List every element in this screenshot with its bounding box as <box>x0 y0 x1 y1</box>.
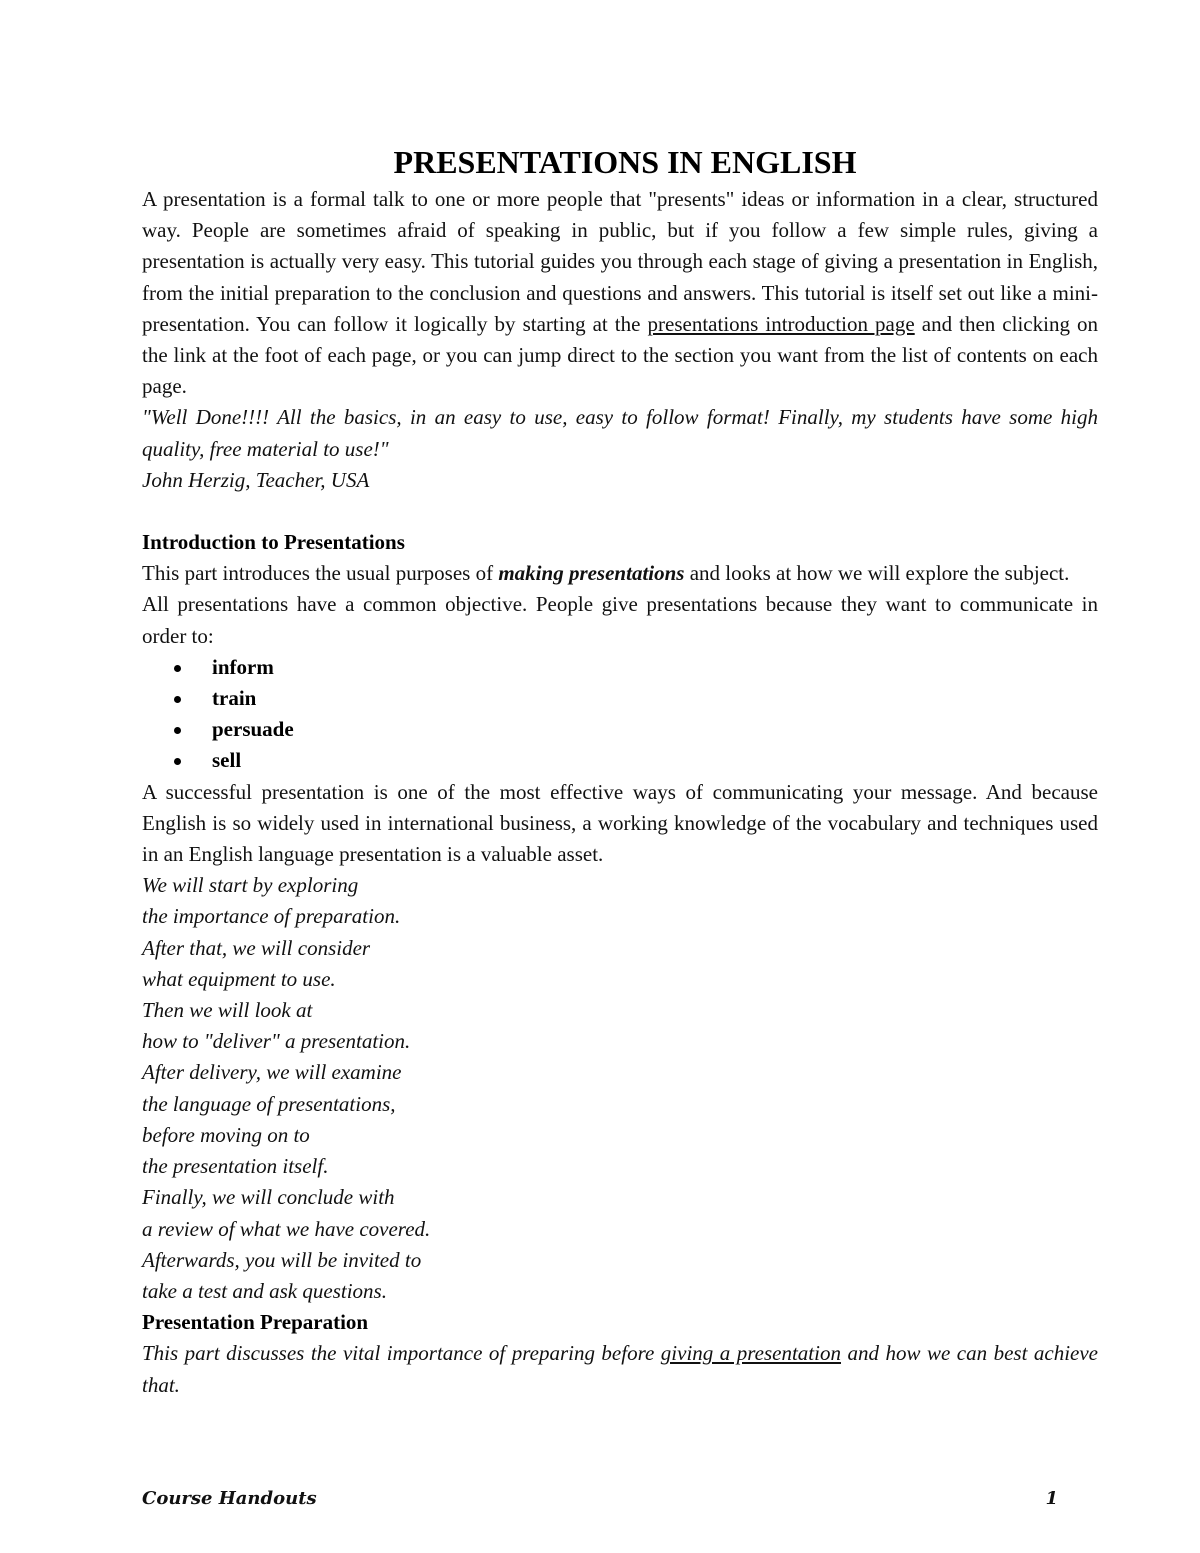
agenda-line: After that, we will consider <box>142 935 371 960</box>
agenda-line: a review of what we have covered. <box>142 1216 431 1241</box>
list-item: inform <box>212 652 1098 683</box>
section-heading-preparation: Presentation Preparation <box>142 1310 369 1335</box>
page-footer <box>142 1483 1058 1514</box>
para1-end: and looks at how we will explore the subject. <box>684 561 1070 586</box>
intro-text-end: and then clicking on the link at the foot of each page, or you can jump direct to the section you want from the list of contents on each page. <box>142 311 1098 399</box>
giving-a-presentation-link[interactable]: giving a presentation <box>660 1341 841 1366</box>
agenda-line: before moving on to <box>142 1122 310 1147</box>
objective-paragraph: All presentations have a common objective. People give presentations because they want to communicate in order to: <box>142 592 1098 648</box>
agenda-line: We will start by exploring <box>142 873 359 898</box>
agenda-line: Afterwards, you will be invited to <box>142 1247 422 1272</box>
page-title: PRESENTATIONS IN ENGLISH <box>393 144 857 180</box>
agenda-line: what equipment to use. <box>142 966 336 991</box>
list-item: sell <box>212 745 1098 776</box>
testimonial-author: John Herzig, Teacher, USA <box>142 467 370 492</box>
intro-paragraph <box>142 184 1098 402</box>
list-item: train <box>212 683 1098 714</box>
preparation-paragraph <box>142 1338 1098 1400</box>
agenda-sequence <box>142 870 1098 1307</box>
agenda-line: take a test and ask questions. <box>142 1278 387 1303</box>
agenda-line: how to "deliver" a presentation. <box>142 1029 411 1054</box>
testimonial-quote: "Well Done!!!! All the basics, in an easy to use, easy to follow format! Finally, my students have some high quality, free material to use!" <box>142 405 1098 461</box>
footer-label: Course Handouts <box>142 1488 317 1509</box>
prep-text-end: and how we can best achieve that. <box>142 1341 1099 1397</box>
agenda-line: Finally, we will conclude with <box>142 1185 395 1210</box>
section-heading-introduction: Introduction to Presentations <box>142 530 405 555</box>
page-content <box>142 140 1098 1401</box>
intro-section-paragraph <box>142 558 1098 589</box>
agenda-line: Then we will look at <box>142 998 313 1023</box>
agenda-line: After delivery, we will examine <box>142 1060 402 1085</box>
success-paragraph: A successful presentation is one of the most effective ways of communicating your message. And because English is so widely used in international business, a working knowledge of the vocabulary and techniques used in an English language presentation is a valuable asset. <box>142 779 1098 867</box>
purposes-list <box>142 652 1098 777</box>
presentations-introduction-link[interactable]: presentations introduction page <box>647 311 915 336</box>
prep-text-start: This part discusses the vital importance of preparing before <box>142 1341 661 1366</box>
agenda-line: the importance of preparation. <box>142 904 401 929</box>
agenda-line: the presentation itself. <box>142 1154 329 1179</box>
spacer <box>142 496 1098 527</box>
page-number: 1 <box>1045 1488 1058 1509</box>
intro-text-start: A presentation is a formal talk to one or more people that "presents" ideas or information in a clear, structured way. People are sometimes afraid of speaking in public, but if you follow a few simple rules, giving a presentation is actually very easy. This tutorial guides you through each stage of giving a presentation in English, from the initial preparation to the conclusion and questions and answers. This tutorial is itself set out like a mini-presentation. You can follow it logically by starting at the <box>142 187 1098 336</box>
making-presentations-emphasis: making presentations <box>498 561 685 586</box>
list-item: persuade <box>212 714 1098 745</box>
para1-start: This part introduces the usual purposes of <box>142 561 499 586</box>
agenda-line: the language of presentations, <box>142 1091 396 1116</box>
